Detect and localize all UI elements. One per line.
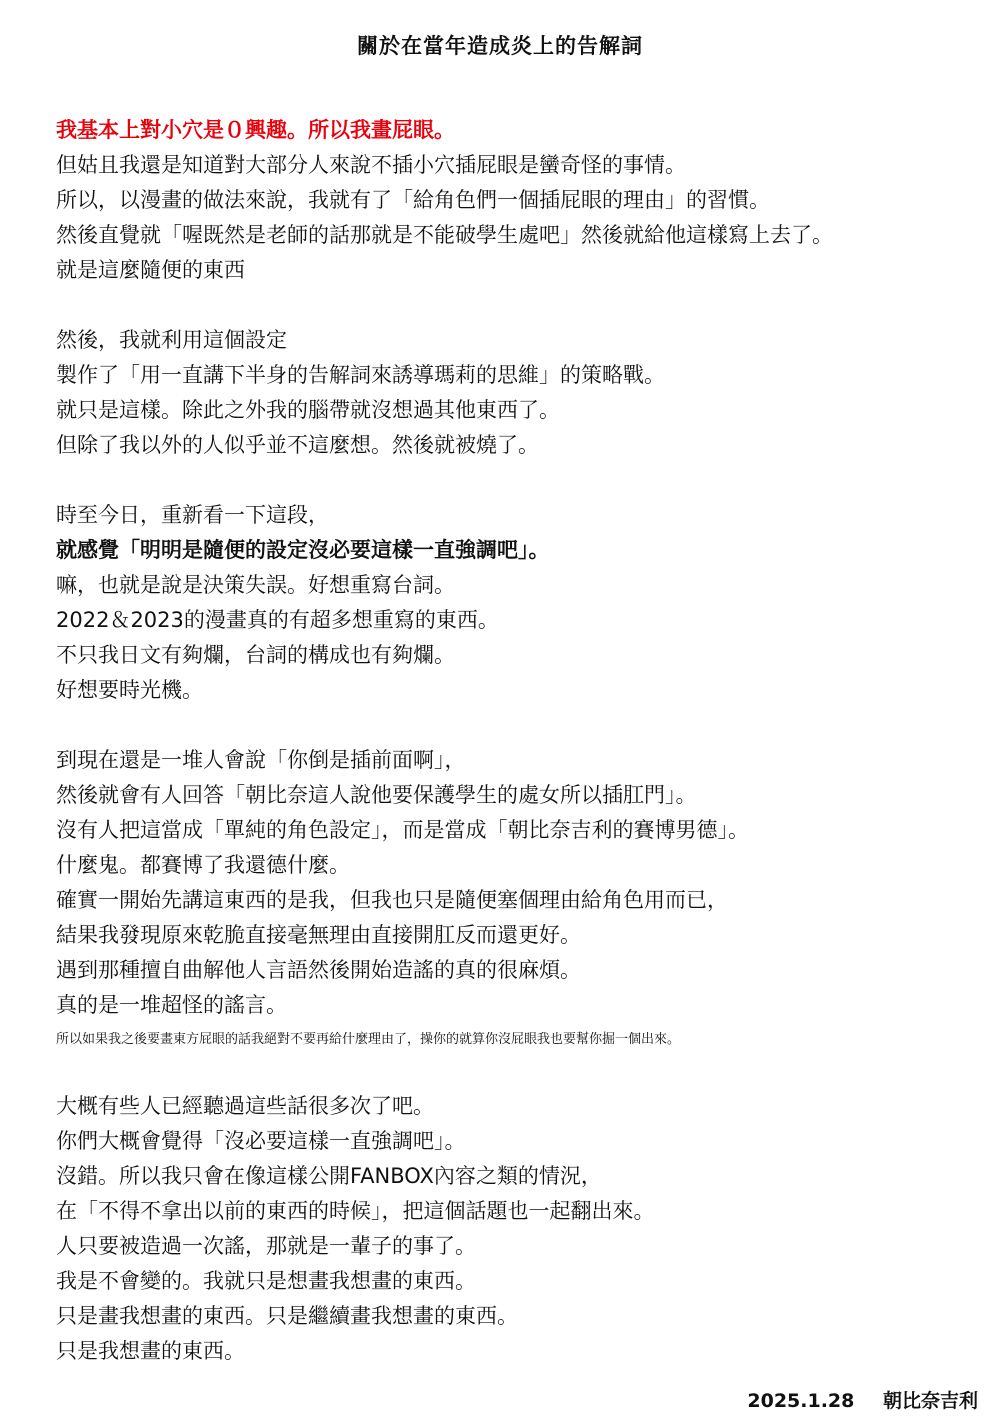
text-line: 但姑且我還是知道對大部分人來說不插小穴插屁眼是蠻奇怪的事情。 (56, 153, 686, 177)
text-line: 沒有人把這當成「單純的角色設定」，而是當成「朝比奈吉利的賽博男德」。 (56, 818, 749, 842)
text-line: 2022＆2023的漫畫真的有超多想重寫的東西。 (56, 608, 499, 632)
text-line: 只是我想畫的東西。 (56, 1339, 245, 1363)
paragraph-gap (56, 463, 976, 498)
text-line: 在「不得不拿出以前的東西的時候」，把這個話題也一起翻出來。 (56, 1199, 655, 1223)
text-line: 我是不會變的。我就只是想畫我想畫的東西。 (56, 1269, 476, 1293)
text-line: 就只是這樣。除此之外我的腦帶就沒想過其他東西了。 (56, 398, 560, 422)
document-title: 關於在當年造成炎上的告解詞 (357, 34, 643, 58)
text-line: 就是這麼隨便的東西 (56, 258, 245, 282)
text-line: 大概有些人已經聽過這些話很多次了吧。 (56, 1094, 434, 1118)
small-note-line: 所以如果我之後要畫東方屁眼的話我絕對不要再給什麼理由了，操你的就算你沒屁眼我也要幫你掘一個出來。 (56, 1032, 681, 1047)
text-line: 遇到那種擅自曲解他人言語然後開始造謠的真的很麻煩。 (56, 958, 581, 982)
signature-date: 2025.1.28 (747, 1390, 855, 1412)
text-line: 到現在還是一堆人會說「你倒是插前面啊」， (56, 748, 466, 772)
text-line: 所以，以漫畫的做法來說，我就有了「給角色們一個插屁眼的理由」的習慣。 (56, 188, 770, 212)
text-line: 什麼鬼。都賽博了我還德什麼。 (56, 853, 350, 877)
text-line: 好想要時光機。 (56, 678, 203, 702)
paragraph-gap (56, 1053, 976, 1089)
text-line: 沒錯。所以我只會在像這樣公開FANBOX內容之類的情況， (56, 1164, 602, 1188)
text-line: 但除了我以外的人似乎並不這麼想。然後就被燒了。 (56, 433, 539, 457)
text-line: 只是畫我想畫的東西。只是繼續畫我想畫的東西。 (56, 1304, 518, 1328)
text-line: 人只要被造過一次謠，那就是一輩子的事了。 (56, 1234, 476, 1258)
document-body (56, 113, 976, 1369)
highlighted-line: 我基本上對小穴是０興趣。所以我畫屁眼。 (56, 118, 455, 142)
text-line: 你們大概會覺得「沒必要這樣一直強調吧」。 (56, 1129, 466, 1153)
signature-author: 朝比奈吉利 (882, 1390, 978, 1412)
text-line: 製作了「用一直講下半身的告解詞來誘導瑪莉的思維」的策略戰。 (56, 363, 665, 387)
text-line: 然後直覺就「喔既然是老師的話那就是不能破學生處吧」然後就給他這樣寫上去了。 (56, 223, 833, 247)
text-line: 嘛，也就是說是決策失誤。好想重寫台詞。 (56, 573, 455, 597)
text-line: 確實一開始先講這東西的是我，但我也只是隨便塞個理由給角色用而已， (56, 888, 728, 912)
text-line: 時至今日，重新看一下這段， (56, 503, 329, 527)
bold-line: 就感覺「明明是隨便的設定沒必要這樣一直強調吧」。 (56, 538, 550, 562)
text-line: 不只我日文有夠爛，台詞的構成也有夠爛。 (56, 643, 455, 667)
text-line: 然後就會有人回答「朝比奈這人說他要保護學生的處女所以插肛門」。 (56, 783, 697, 807)
text-line: 真的是一堆超怪的謠言。 (56, 993, 287, 1017)
text-line: 然後，我就利用這個設定 (56, 328, 287, 352)
text-line: 結果我發現原來乾脆直接毫無理由直接開肛反而還更好。 (56, 923, 581, 947)
signature (747, 1386, 978, 1413)
paragraph-gap (56, 708, 976, 743)
paragraph-gap (56, 288, 976, 323)
